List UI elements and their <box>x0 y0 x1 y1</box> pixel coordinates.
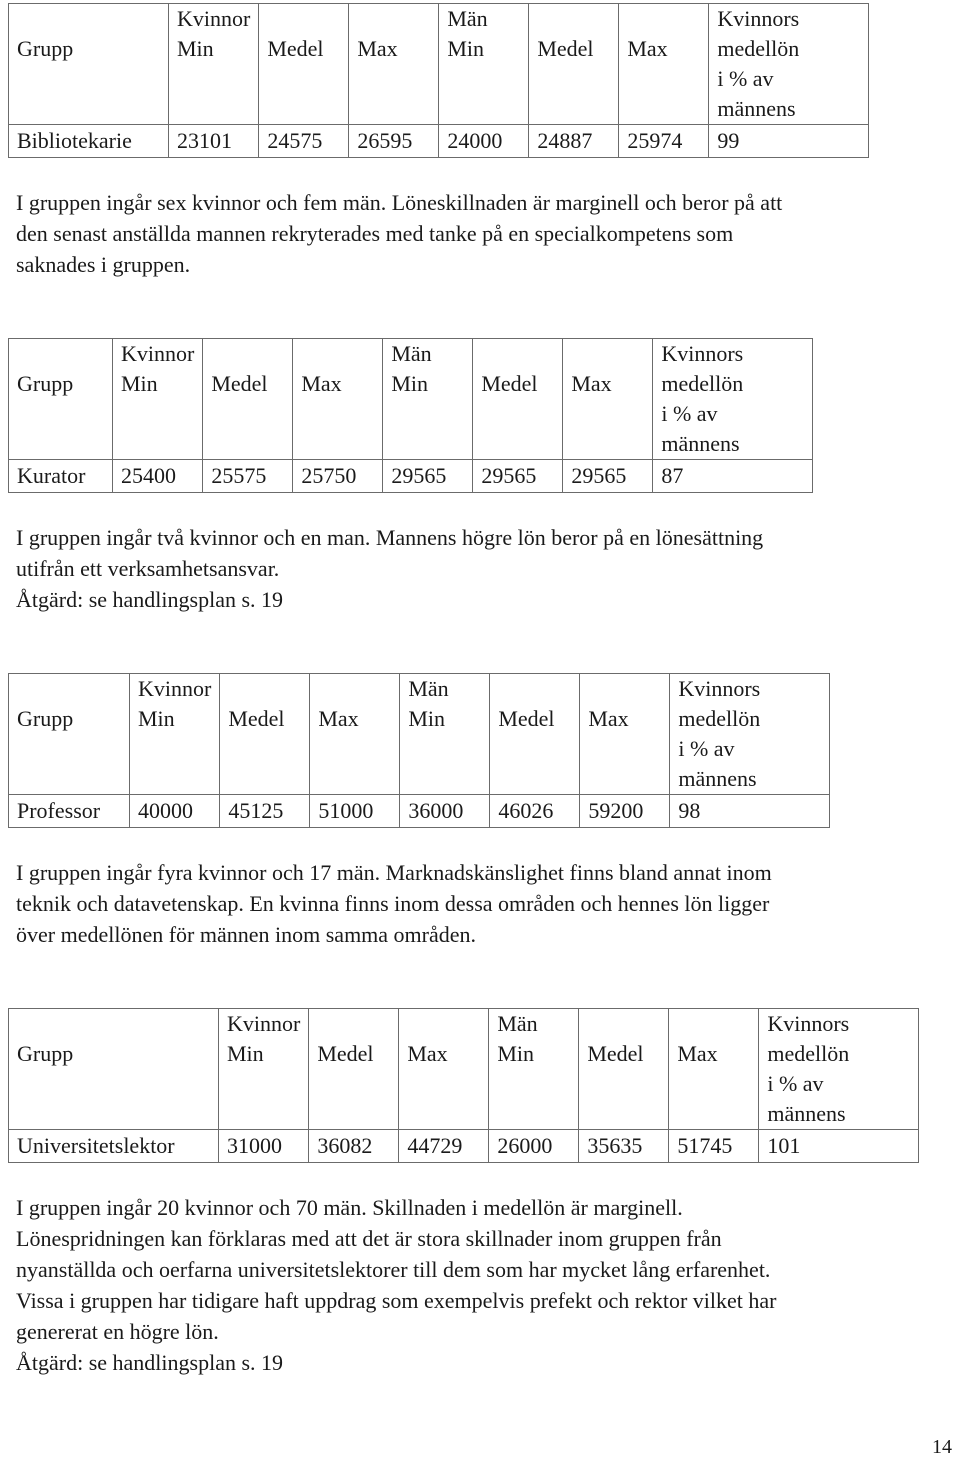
group-name: Bibliotekarie <box>9 125 169 158</box>
kvinnor-medel-value: 45125 <box>220 795 310 828</box>
header-ratio: Kvinnors medellön i % av männens <box>670 674 830 795</box>
header-man-max: Max <box>563 339 653 460</box>
header-man-medel: Medel <box>473 339 563 460</box>
group-name: Kurator <box>9 460 113 493</box>
header-man-min: Män Min <box>383 339 473 460</box>
ratio-value: 101 <box>759 1130 919 1163</box>
kvinnor-min-value: 40000 <box>130 795 220 828</box>
group-name: Universitetslektor <box>9 1130 219 1163</box>
kvinnor-max-value: 26595 <box>349 125 439 158</box>
man-medel-value: 29565 <box>473 460 563 493</box>
man-min-value: 36000 <box>400 795 490 828</box>
paragraph-bibliotekarie: I gruppen ingår sex kvinnor och fem män. Löneskillnaden är marginell och beror på att den senast anställda mannen rekryterades med tanke på en specialkompetens som saknades i gruppen. <box>16 190 783 277</box>
ratio-value: 98 <box>670 795 830 828</box>
man-medel-value: 35635 <box>579 1130 669 1163</box>
paragraph-kurator: I gruppen ingår två kvinnor och en man. Mannens högre lön beror på en lönesättning utifrån ett verksamhetsansvar. Åtgärd: se handlingsplan s. 19 <box>16 525 764 612</box>
ratio-value: 99 <box>709 125 869 158</box>
header-man-min: Män Min <box>489 1009 579 1130</box>
header-man-max: Max <box>669 1009 759 1130</box>
header-kvinnor-min: Kvinnor Min <box>113 339 203 460</box>
header-kvinnor-min: Kvinnor Min <box>169 4 259 125</box>
kvinnor-max-value: 51000 <box>310 795 400 828</box>
header-kvinnor-max: Max <box>349 4 439 125</box>
header-grupp: Grupp <box>9 1009 219 1130</box>
salary-table-bibliotekarie <box>8 3 869 158</box>
header-grupp: Grupp <box>9 339 113 460</box>
header-man-medel: Medel <box>490 674 580 795</box>
table-row <box>9 460 813 493</box>
salary-table-kurator <box>8 338 813 493</box>
man-max-value: 25974 <box>619 125 709 158</box>
man-medel-value: 24887 <box>529 125 619 158</box>
ratio-value: 87 <box>653 460 813 493</box>
paragraph-professor: I gruppen ingår fyra kvinnor och 17 män. Marknadskänslighet finns bland annat inom teknik och datavetenskap. En kvinna finns inom dessa områden och hennes lön ligger över medellönen för männen inom samma områden. <box>16 860 772 947</box>
table-row <box>9 1130 919 1163</box>
header-grupp: Grupp <box>9 674 130 795</box>
header-kvinnor-min: Kvinnor Min <box>130 674 220 795</box>
table-row <box>9 795 830 828</box>
header-kvinnor-min: Kvinnor Min <box>219 1009 309 1130</box>
header-ratio: Kvinnors medellön i % av männens <box>759 1009 919 1130</box>
header-man-medel: Medel <box>579 1009 669 1130</box>
salary-table-universitetslektor <box>8 1008 919 1163</box>
kvinnor-max-value: 25750 <box>293 460 383 493</box>
header-kvinnor-medel: Medel <box>220 674 310 795</box>
group-name: Professor <box>9 795 130 828</box>
kvinnor-medel-value: 36082 <box>309 1130 399 1163</box>
header-man-max: Max <box>580 674 670 795</box>
kvinnor-medel-value: 24575 <box>259 125 349 158</box>
man-min-value: 24000 <box>439 125 529 158</box>
header-kvinnor-max: Max <box>310 674 400 795</box>
header-kvinnor-max: Max <box>399 1009 489 1130</box>
man-min-value: 26000 <box>489 1130 579 1163</box>
man-max-value: 59200 <box>580 795 670 828</box>
kvinnor-min-value: 23101 <box>169 125 259 158</box>
kvinnor-min-value: 25400 <box>113 460 203 493</box>
man-medel-value: 46026 <box>490 795 580 828</box>
page-number: 14 <box>932 1436 952 1458</box>
header-man-medel: Medel <box>529 4 619 125</box>
header-man-min: Män Min <box>400 674 490 795</box>
table-row <box>9 125 869 158</box>
kvinnor-min-value: 31000 <box>219 1130 309 1163</box>
kvinnor-max-value: 44729 <box>399 1130 489 1163</box>
paragraph-universitetslektor: I gruppen ingår 20 kvinnor och 70 män. Skillnaden i medellön är marginell. Lönespridningen kan förklaras med att det är stora skillnader inom gruppen från nyanställda och oerfarna universitetslektorer till dem som har mycket lång erfarenhet. Vissa i gruppen har tidigare haft uppdrag som exempelvis prefekt och rektor vilket har genererat en högre lön. Åtgärd: se handlingsplan s. 19 <box>16 1195 777 1375</box>
header-man-max: Max <box>619 4 709 125</box>
header-kvinnor-medel: Medel <box>259 4 349 125</box>
salary-table-professor <box>8 673 830 828</box>
header-kvinnor-medel: Medel <box>309 1009 399 1130</box>
man-max-value: 51745 <box>669 1130 759 1163</box>
header-grupp: Grupp <box>9 4 169 125</box>
header-man-min: Män Min <box>439 4 529 125</box>
header-kvinnor-max: Max <box>293 339 383 460</box>
kvinnor-medel-value: 25575 <box>203 460 293 493</box>
man-min-value: 29565 <box>383 460 473 493</box>
header-ratio: Kvinnors medellön i % av männens <box>709 4 869 125</box>
man-max-value: 29565 <box>563 460 653 493</box>
header-kvinnor-medel: Medel <box>203 339 293 460</box>
header-ratio: Kvinnors medellön i % av männens <box>653 339 813 460</box>
